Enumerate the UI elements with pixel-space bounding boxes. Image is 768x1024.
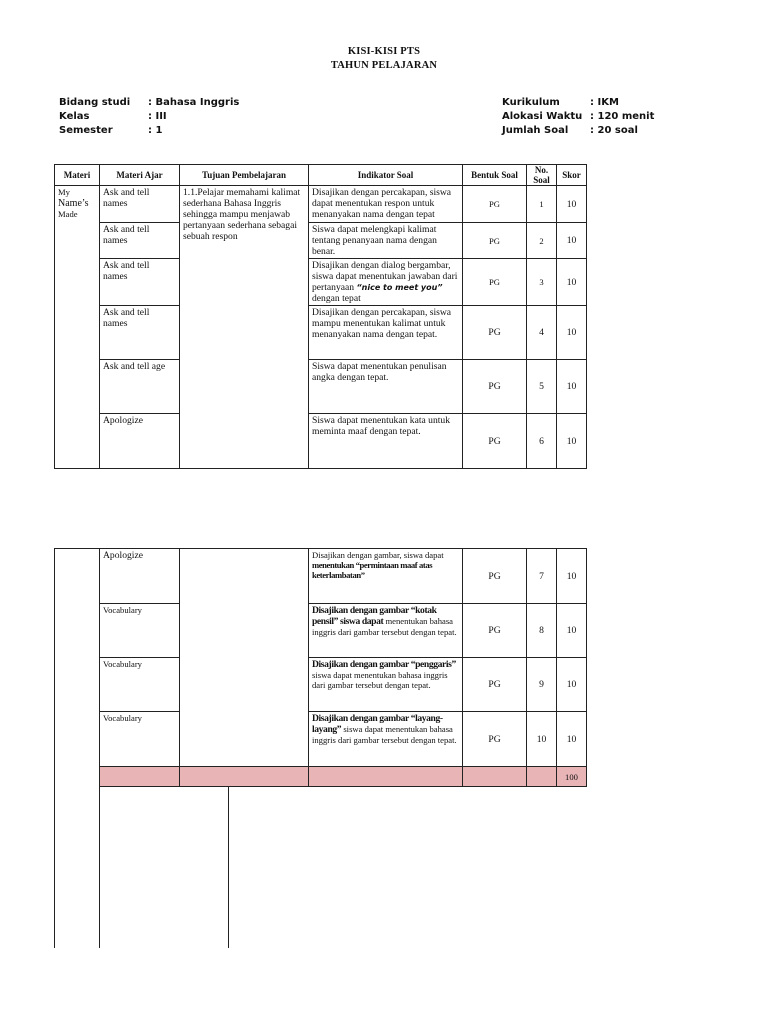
materi-cell — [55, 186, 100, 469]
skor-cell: 10 — [557, 604, 587, 658]
indikator-text: Disajikan dengan gambar, siswa dapat — [312, 550, 444, 560]
tujuan-cell: 1.1.Pelajar memahami kalimat sederhana Bahasa Inggris sehingga mampu menjawab pertanyaan sederhana sebagai sebuah respon — [180, 186, 309, 469]
indikator-cell — [309, 604, 463, 658]
table-row — [55, 549, 587, 604]
skor-cell: 10 — [557, 186, 587, 223]
table-row — [55, 360, 587, 414]
indikator-text: menentukan bahasa inggris dari gambar tersebut dengan tepat. — [312, 616, 457, 637]
col-header-no-soal: No. Soal — [527, 165, 557, 186]
indikator-cell: Disajikan dengan percakapan, siswa mampu menentukan kalimat untuk menanyakan nama dengan tepat. — [309, 306, 463, 360]
meta-value: : 1 — [148, 125, 163, 136]
materi-ajar-cell: Vocabulary — [100, 658, 180, 712]
meta-label: Kelas — [59, 111, 90, 122]
indikator-cell: Disajikan dengan percakapan, siswa dapat menentukan respon untuk menanyakan nama dengan tepat — [309, 186, 463, 223]
table-row — [55, 306, 587, 360]
indikator-text: dengan tepat — [312, 293, 361, 304]
materi-ajar-cell: Apologize — [100, 549, 180, 604]
total-cell — [463, 767, 527, 787]
indikator-cell — [309, 549, 463, 604]
indikator-cell: Siswa dapat menentukan kata untuk meminta maaf dengan tepat. — [309, 414, 463, 469]
skor-cell: 10 — [557, 549, 587, 604]
indikator-emph: Disajikan dengan gambar “kotak pensil” siswa dapat — [312, 605, 437, 627]
indikator-cell — [309, 658, 463, 712]
indikator-cell — [309, 259, 463, 306]
bentuk-cell: PG — [463, 360, 527, 414]
total-cell — [309, 767, 463, 787]
materi-ajar-cell: Vocabulary — [100, 604, 180, 658]
meta-value: : Bahasa Inggris — [148, 97, 240, 108]
col-header-materi-ajar: Materi Ajar — [100, 165, 180, 186]
total-row — [55, 767, 587, 787]
skor-cell: 10 — [557, 712, 587, 767]
skor-cell: 10 — [557, 259, 587, 306]
bentuk-cell: PG — [463, 604, 527, 658]
no-soal-cell: 10 — [527, 712, 557, 767]
total-skor-cell: 100 — [557, 767, 587, 787]
col-header-indikator: Indikator Soal — [309, 165, 463, 186]
materi-ajar-cell: Ask and tell names — [100, 223, 180, 259]
bentuk-cell: PG — [463, 414, 527, 469]
meta-value: : III — [148, 111, 167, 122]
table-row — [55, 658, 587, 712]
indikator-emph: menentukan “permintaan maaf atas keterlambatan” — [312, 560, 433, 580]
indikator-cell: Siswa dapat menentukan penulisan angka dengan tepat. — [309, 360, 463, 414]
tujuan-cell — [180, 549, 309, 767]
kisi-table-part1 — [54, 164, 587, 469]
meta-value: : IKM — [590, 97, 619, 108]
table-row — [55, 712, 587, 767]
bentuk-cell: PG — [463, 712, 527, 767]
skor-cell: 10 — [557, 414, 587, 469]
table-border-line — [99, 786, 100, 948]
bentuk-cell: PG — [463, 549, 527, 604]
materi-line: Made — [58, 209, 78, 219]
bentuk-cell: PG — [463, 306, 527, 360]
indikator-text: siswa dapat menentukan bahasa inggris dari gambar tersebut dengan tepat. — [312, 724, 457, 745]
bentuk-cell: PG — [463, 259, 527, 306]
materi-line: My — [58, 187, 70, 197]
no-soal-cell: 5 — [527, 360, 557, 414]
total-cell — [100, 767, 180, 787]
materi-ajar-cell: Vocabulary — [100, 712, 180, 767]
materi-ajar-cell: Apologize — [100, 414, 180, 469]
indikator-emph: Disajikan dengan gambar “penggaris” — [312, 659, 456, 670]
indikator-quote: “nice to meet you” — [356, 283, 443, 292]
meta-right — [502, 96, 654, 138]
col-header-bentuk: Bentuk Soal — [463, 165, 527, 186]
meta-value: : 20 soal — [590, 125, 638, 136]
no-soal-cell: 3 — [527, 259, 557, 306]
meta-label: Bidang studi — [59, 97, 131, 108]
indikator-emph: Disajikan dengan gambar “layang-layang” — [312, 713, 443, 735]
meta-left — [59, 96, 239, 138]
table-row — [55, 414, 587, 469]
indikator-text: Disajikan dengan dialog bergambar, siswa dapat menentukan jawaban dari pertanyaan — [312, 260, 458, 293]
table-border-line — [228, 787, 229, 948]
col-header-skor: Skor — [557, 165, 587, 186]
no-soal-cell: 7 — [527, 549, 557, 604]
no-soal-cell: 6 — [527, 414, 557, 469]
materi-line: Name’s — [58, 198, 89, 209]
materi-ajar-cell: Ask and tell names — [100, 259, 180, 306]
kisi-table-part2 — [54, 548, 587, 787]
document-subtitle: TAHUN PELAJARAN — [330, 60, 438, 71]
table-border-line — [54, 786, 55, 948]
table-row — [55, 604, 587, 658]
total-cell — [527, 767, 557, 787]
meta-value: : 120 menit — [590, 111, 655, 122]
meta-label: Kurikulum — [502, 97, 560, 108]
materi-ajar-cell: Ask and tell names — [100, 306, 180, 360]
document-title: KISI-KISI PTS — [347, 46, 421, 57]
bentuk-cell: PG — [463, 223, 527, 259]
materi-ajar-cell: Ask and tell age — [100, 360, 180, 414]
col-header-materi: Materi — [55, 165, 100, 186]
materi-cell — [55, 549, 100, 787]
table-row — [55, 223, 587, 259]
no-soal-cell: 8 — [527, 604, 557, 658]
skor-cell: 10 — [557, 306, 587, 360]
skor-cell: 10 — [557, 360, 587, 414]
indikator-text: siswa dapat menentukan bahasa inggris dari gambar tersebut dengan tepat. — [312, 670, 448, 690]
total-cell — [180, 767, 309, 787]
no-soal-cell: 4 — [527, 306, 557, 360]
table-border-line — [99, 786, 229, 787]
col-header-tujuan: Tujuan Pembelajaran — [180, 165, 309, 186]
materi-ajar-cell: Ask and tell names — [100, 186, 180, 223]
no-soal-cell: 1 — [527, 186, 557, 223]
meta-label: Jumlah Soal — [502, 125, 569, 136]
no-soal-cell: 2 — [527, 223, 557, 259]
skor-cell: 10 — [557, 658, 587, 712]
bentuk-cell: PG — [463, 658, 527, 712]
meta-label: Semester — [59, 125, 113, 136]
indikator-cell — [309, 712, 463, 767]
table-header-row — [55, 165, 587, 186]
table-row — [55, 259, 587, 306]
indikator-cell: Siswa dapat melengkapi kalimat tentang penanyaan nama dengan benar. — [309, 223, 463, 259]
meta-label: Alokasi Waktu — [502, 111, 583, 122]
no-soal-cell: 9 — [527, 658, 557, 712]
bentuk-cell: PG — [463, 186, 527, 223]
table-row — [55, 186, 587, 223]
skor-cell: 10 — [557, 223, 587, 259]
